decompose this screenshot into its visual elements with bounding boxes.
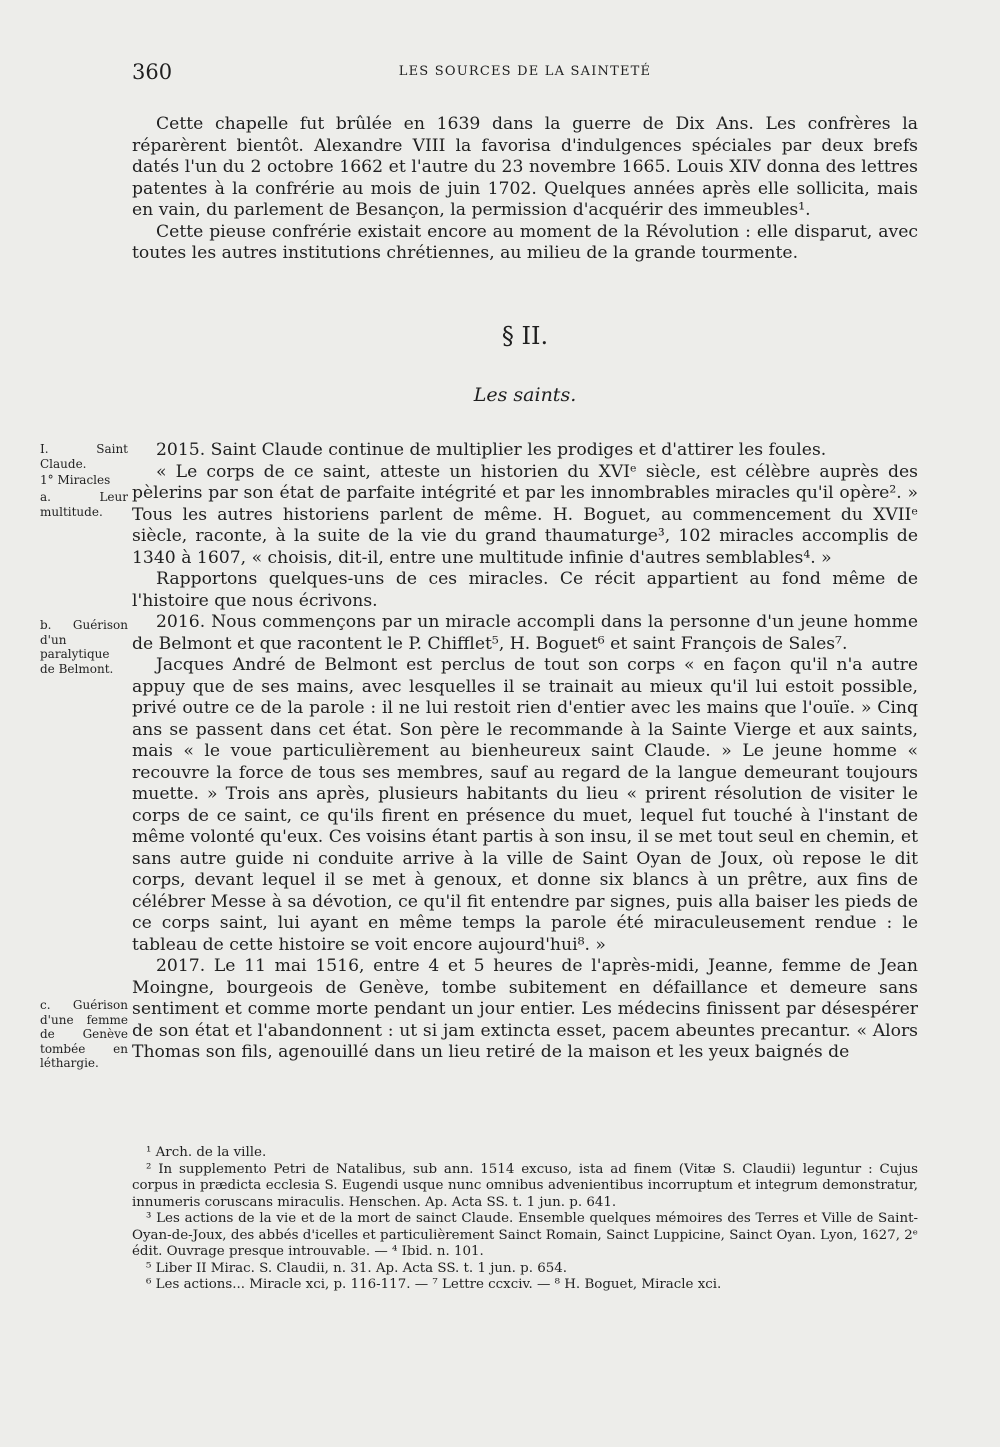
paragraph: 2017. Le 11 mai 1516, entre 4 et 5 heures de l'après-midi, Jeanne, femme de Jean Moingne, bourgeois de Genève, tombe subitement en défaillance et demeure sans sentiment et comme morte pendant un jour entier. Les médecins finissent par désespérer de son état et l'abandonnent : ut si jam extincta esset, pacem abeuntes precantur. « Alors Thomas son fils, agenouillé dans un lieu retiré de la maison et les yeux baignés de xyxy=(132,956,918,1062)
paragraph: 2016. Nous commençons par un miracle accompli dans la personne d'un jeune homme de Belmont et que racontent le P. Chifflet⁵, H. Boguet⁶ et saint François de Sales⁷. xyxy=(132,612,918,654)
paragraph: « Le corps de ce saint, atteste un historien du XVIᵉ siècle, est célèbre auprès des pèlerins par son état de parfaite intégrité et par les innombrables miracles qu'il opère². » Tous les autres historiens parlent de même. H. Boguet, au commencement du XVIIᵉ siècle, raconte, à la suite de la vie du grand thaumaturge³, 102 miracles accomplis de 1340 à 1607, « choisis, dit-il, entre une multitude infinie d'autres semblables⁴. » xyxy=(132,461,918,568)
top-text-block xyxy=(132,114,918,265)
page-number: 360 xyxy=(132,60,173,84)
margin-note: 1° Miracles xyxy=(40,473,111,487)
paragraph: Jacques André de Belmont est perclus de tout son corps « en façon qu'il n'a autre appuy que de ses mains, avec lesquelles il se trainait au mieux qu'il lui estoit possible, privé outre ce de la parole : il ne lui restoit rien d'entier avec les mains que l'ouïe. » Cinq ans se passent dans cet état. Son père le recommande à la Sainte Vierge et aux saints, mais « le voue particulièrement au bienheureux saint Claude. » Le jeune homme « recouvre la force de tous ses membres, sauf au regard de la langue demeurant toujours muette. » Trois ans après, plusieurs habitants du lieu « prirent résolution de visiter le corps de ce saint, ce qu'ils firent en présence du muet, lequel fut touché à l'instant de même volonté qu'eux. Ces voisins étant partis à son insu, il se met tout seul en chemin, et sans autre guide ni conduite arrive à la ville de Saint Oyan de Joux, où repose le dit corps, devant lequel il se met à genoux, et donne six blancs à un prêtre, aux fins de célébrer Messe à sa dévotion, ce qu'il fit entendre par signes, puis alla baiser les pieds de ce corps saint, lui ayant en même temps la parole été miraculeusement rendue : le tableau de cette histoire se voit encore aujourd'hui⁸. » xyxy=(132,655,918,955)
margin-note: a. Leur multitude. xyxy=(40,490,128,519)
paragraph: 2015. Saint Claude continue de multiplier les prodiges et d'attirer les foules. xyxy=(156,440,827,460)
footnote: ² In supplemento Petri de Natalibus, sub ann. 1514 excuso, ista ad finem (Vitæ S. Claudii) leguntur : Cujus corpus in prædicta ecclesia S. Eugendi usque nunc omnibus advenientibus incorruptum et integrum demonstratur, innumeris coruscans miraculis. Henschen. Ap. Acta SS. t. 1 jun. p. 641. xyxy=(132,1161,918,1210)
main-text-block xyxy=(132,440,918,1064)
running-title: LES SOURCES DE LA SAINTETÉ xyxy=(398,64,652,79)
section-title: Les saints. xyxy=(473,384,577,406)
paragraph: Cette chapelle fut brûlée en 1639 dans la guerre de Dix Ans. Les confrères la réparèrent bientôt. Alexandre VIII la favorisa d'indulgences spéciales par deux brefs datés l'un du 2 octobre 1662 et l'autre du 23 novembre 1665. Louis XIV donna des lettres patentes à la confrérie au mois de juin 1702. Quelques années après elle sollicita, mais en vain, du parlement de Besançon, la permission d'acquérir des immeubles¹. xyxy=(132,114,918,220)
margin-note: I. Saint Claude. xyxy=(40,442,128,471)
footnote: ¹ Arch. de la ville. xyxy=(146,1145,267,1160)
footnotes xyxy=(132,1145,918,1294)
section-number: § II. xyxy=(501,322,549,350)
footnote: ⁵ Liber II Mirac. S. Claudii, n. 31. Ap. Acta SS. t. 1 jun. p. 654. xyxy=(146,1260,568,1276)
footnote: ³ Les actions de la vie et de la mort de sainct Claude. Ensemble quelques mémoires des Terres et Ville de Saint-Oyan-de-Joux, des abbés d'icelles et particulièrement Sainct Romain, Sainct Luppicine, Sainct Oyan. Lyon, 1627, 2ᵉ édit. Ouvrage presque introuvable. — ⁴ Ibid. n. 101. xyxy=(132,1211,918,1259)
margin-note: b. Guérison d'un paralytique de Belmont. xyxy=(40,618,128,676)
margin-note: c. Guérison d'une femme de Genève tombée en léthargie. xyxy=(40,998,128,1070)
paragraph: Rapportons quelques-uns de ces miracles. Ce récit appartient au fond même de l'histoire que nous écrivons. xyxy=(132,569,918,611)
page-header xyxy=(132,60,918,90)
paragraph: Cette pieuse confrérie existait encore au moment de la Révolution : elle disparut, avec toutes les autres institutions chrétiennes, au milieu de la grande tourmente. xyxy=(132,221,918,263)
footnote: ⁶ Les actions... Miracle xci, p. 116-117. — ⁷ Lettre ccxciv. — ⁸ H. Boguet, Miracle xci. xyxy=(146,1277,722,1292)
